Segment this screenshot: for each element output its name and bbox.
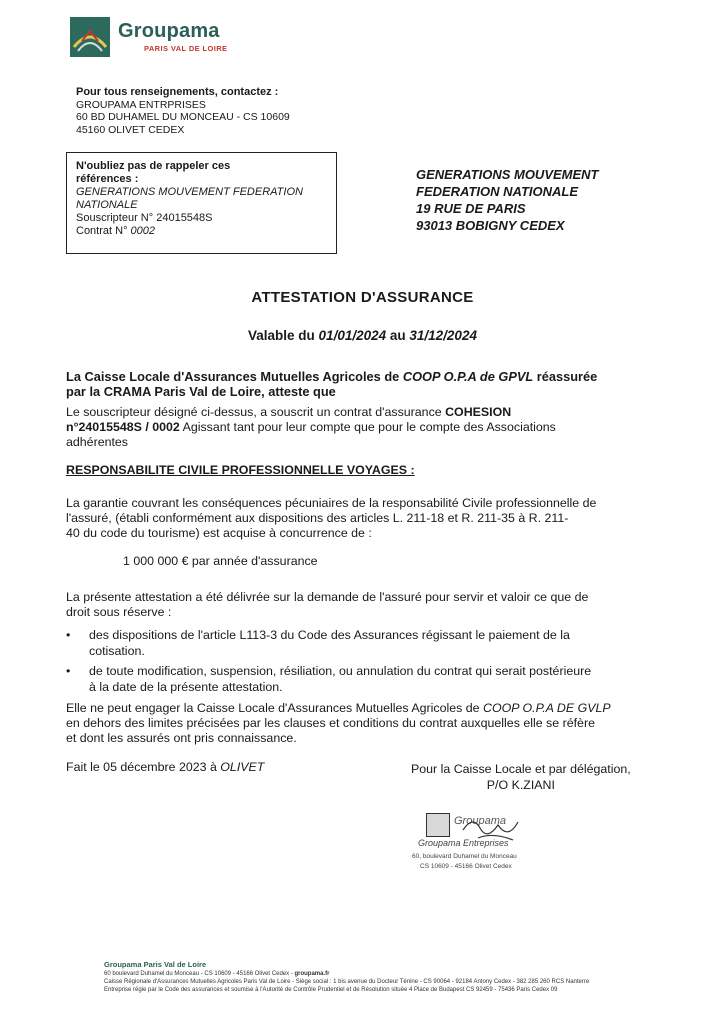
footer-line: Entreprise régie par le Code des assurances et soumise à l'Autorité de Contrôle Prudentiel et de Résolution située 4 Place de Budapest CS 92459 - 75436 Paris Cedex 09 xyxy=(104,987,558,993)
handwritten-signature xyxy=(458,810,528,850)
signature-date: Fait le 05 décembre 2023 à OLIVET xyxy=(66,760,265,774)
coverage-amount: 1 000 000 € par année d'assurance xyxy=(123,554,318,568)
reference-org: GENERATIONS MOUVEMENT FEDERATION xyxy=(76,186,303,198)
reference-heading: N'oubliez pas de rappeler ces xyxy=(76,160,231,172)
reservation-bullet: • des dispositions de l'article L113-3 du Code des Assurances régissant le paiement de la cotisation. xyxy=(66,628,570,658)
intro-paragraph: La Caisse Locale d'Assurances Mutuelles Agricoles de COOP O.P.A de GPVL réassurée par la CRAMA Paris Val de Loire, atteste que xyxy=(66,369,598,399)
guarantee-paragraph: La garantie couvrant les conséquences pécuniaires de la responsabilité Civile professionnelle de l'assuré, (établi conformément aux dispositions des articles L. 211-18 et R. 211-35 à R. 211- 40 du code du tourisme) est acquise à concurrence de : xyxy=(66,496,597,540)
contact-heading: Pour tous renseignements, contactez : xyxy=(76,86,279,98)
recipient-address: GENERATIONS MOUVEMENT FEDERATION NATIONALE 19 RUE DE PARIS 93013 BOBIGNY CEDEX xyxy=(416,167,599,233)
stamp-brand: Groupama xyxy=(454,815,506,827)
section-title: RESPONSABILITE CIVILE PROFESSIONNELLE VOYAGES : xyxy=(66,463,415,477)
delegation-block: Pour la Caisse Locale et par délégation, P/O K.ZIANI xyxy=(411,762,631,792)
stamp-logo-icon xyxy=(426,813,450,837)
reference-box xyxy=(66,152,337,254)
brand-subtitle: PARIS VAL DE LOIRE xyxy=(144,44,228,53)
contact-line: GROUPAMA ENTRPRISES xyxy=(76,98,206,111)
contact-block xyxy=(76,86,290,136)
page-footer xyxy=(104,960,614,994)
brand-name: Groupama xyxy=(118,20,220,42)
stamp-subtitle: Groupama Entreprises xyxy=(418,838,509,848)
document-title: ATTESTATION D'ASSURANCE xyxy=(251,289,474,306)
souscripteur-number: Souscripteur N° 24015548S xyxy=(76,212,213,224)
stamp-address: CS 10609 - 45166 Olivet Cedex xyxy=(420,863,512,870)
contact-line: 45160 OLIVET CEDEX xyxy=(76,123,185,136)
reference-org: NATIONALE xyxy=(76,199,138,211)
company-stamp xyxy=(408,808,548,878)
footer-brand: Groupama Paris Val de Loire xyxy=(104,960,207,969)
reservation-bullet: • de toute modification, suspension, résiliation, ou annulation du contrat qui serait postérieure à la date de la présente attestation. xyxy=(66,664,592,694)
issued-paragraph: La présente attestation a été délivrée sur la demande de l'assuré pour servir et valoir ce que de droit sous réserve : xyxy=(66,590,589,619)
groupama-logo xyxy=(70,17,110,57)
subscriber-paragraph: Le souscripteur désigné ci-dessus, a souscrit un contrat d'assurance COHESION n°24015548S / 0002 Agissant tant pour leur compte que pour le compte des Associations adhérentes xyxy=(66,405,556,449)
contrat-number: Contrat N° 0002 xyxy=(76,225,156,237)
contact-line: 60 BD DUHAMEL DU MONCEAU - CS 10609 xyxy=(76,111,290,123)
validity-period: Valable du 01/01/2024 au 31/12/2024 xyxy=(248,328,477,343)
stamp-address: 60, boulevard Duhamel du Monceau xyxy=(412,853,517,860)
footer-line: Caisse Régionale d'Assurances Mutuelles Agricoles Paris Val de Loire - Siège social : 1 bis avenue du Docteur Ténine - CS 90064 - 92184 Antony Cedex - 382 285 260 RCS Nanterre xyxy=(104,979,590,985)
closing-paragraph: Elle ne peut engager la Caisse Locale d'Assurances Mutuelles Agricoles de COOP O.P.A DE GVLP en dehors des limites précisées par les clauses et conditions du contrat auxquelles elle se réfère et dont les assurés ont pris connaissance. xyxy=(66,701,611,745)
reference-heading: références : xyxy=(76,173,139,185)
footer-line: 60 boulevard Duhamel du Monceau - CS 10609 - 45166 Olivet Cedex - groupama.fr xyxy=(104,971,330,977)
